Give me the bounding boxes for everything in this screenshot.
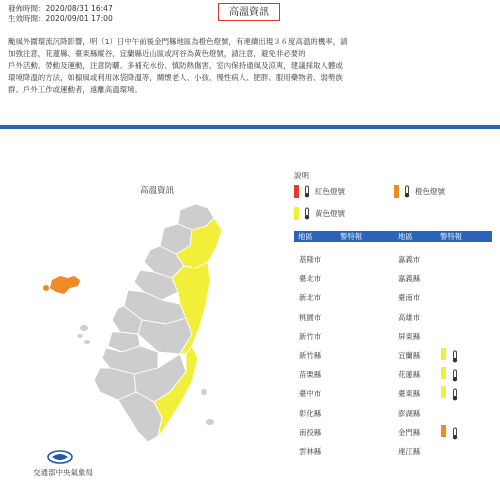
penghu-island-2	[78, 334, 83, 338]
thermometer-icon	[450, 367, 460, 386]
region-name-right-0: 嘉義市	[398, 255, 421, 264]
description-line-5: 群、戶外工作或運動者，遠離高溫環境。	[8, 85, 142, 94]
kinmen-islet	[43, 285, 49, 291]
region-name-left-10: 雲林縣	[299, 447, 322, 456]
legend-yellow-label: 黃色燈號	[315, 209, 345, 218]
region-name-left-4: 新竹市	[299, 331, 322, 341]
thermometer-icon	[450, 425, 460, 444]
region-name-right-10: 連江縣	[398, 447, 421, 456]
legend	[294, 170, 492, 230]
region-name-left-3: 桃園市	[299, 312, 322, 322]
penghu-island-3	[84, 340, 90, 344]
header-warning-left: 警特報	[340, 232, 363, 241]
region-name-right-7: 臺東縣	[398, 389, 421, 399]
map-title: 高溫資訊	[140, 186, 175, 196]
kinmen-island	[50, 276, 80, 294]
description-line-1: 颱風外圍環流沉降影響，明（1）日中午前後金門縣地區為橙色燈號，有連續出現３６度高溫的機率，請	[8, 37, 348, 46]
thermometer-icon	[302, 185, 312, 198]
region-name-left-5: 新竹縣	[299, 351, 322, 360]
warning-swatch-yellow	[441, 348, 446, 360]
region-name-right-5: 宜蘭縣	[398, 351, 421, 360]
header-warning-right: 警特報	[440, 232, 463, 241]
region-name-left-8: 彰化縣	[299, 408, 322, 418]
warning-swatch-yellow	[441, 386, 446, 398]
table-header	[294, 231, 492, 242]
region-name-right-8: 澎湖縣	[398, 408, 421, 418]
region-name-right-2: 臺南市	[398, 293, 421, 303]
meta-info	[8, 4, 113, 24]
agency-logo	[46, 450, 74, 464]
region-name-right-6: 花蓮縣	[398, 370, 421, 380]
legend-orange-label: 橙色燈號	[415, 187, 445, 196]
region-name-left-6: 苗栗縣	[299, 370, 322, 380]
agency-name: 交通部中央氣象局	[33, 468, 93, 477]
description-line-2: 加強注意，花蓮縣、臺東縣縱谷，宜蘭縣近山區或河谷為黃色燈號，請注意，避免非必要的	[8, 49, 306, 58]
orchid-island	[206, 419, 214, 425]
legend-red-label: 紅色燈號	[315, 187, 345, 196]
red-swatch	[294, 185, 299, 198]
legend-item-yellow	[294, 207, 345, 220]
legend-item-orange	[394, 185, 445, 198]
legend-item-red	[294, 185, 345, 198]
description-line-4: 環境降溫的方法，如搧風或利用冰袋降溫等，關懷老人、小孩、慢性病人、肥胖、服用藥物者、弱勢族	[8, 73, 343, 82]
warning-swatch-orange	[441, 425, 446, 437]
description	[8, 36, 494, 96]
region-name-left-9: 南投縣	[299, 427, 322, 437]
issued-time: 發佈時間：2020/08/31 16:47	[8, 4, 113, 13]
description-line-3: 戶外活動、勞動及運動，注意防曬、多補充水份、慎防熱傷害，室內保持通風及涼爽，建議採取人體或	[8, 61, 343, 70]
thermometer-icon	[450, 348, 460, 367]
region-name-right-9: 金門縣	[398, 427, 421, 437]
region-name-left-2: 新北市	[299, 293, 322, 303]
header-region-left: 地區	[298, 232, 313, 241]
effective-time: 生效時間：2020/09/01 17:00	[8, 14, 113, 23]
green-island	[201, 389, 207, 395]
thermometer-icon	[450, 386, 460, 405]
thermometer-icon	[402, 185, 412, 198]
region-name-left-1: 臺北市	[299, 274, 322, 284]
separator-bar	[0, 125, 500, 129]
region-name-right-1: 嘉義縣	[398, 274, 421, 284]
region-name-right-3: 高雄市	[398, 312, 421, 322]
yellow-swatch	[294, 207, 299, 220]
region-name-left-0: 基隆市	[299, 255, 322, 264]
taiwan-map	[30, 196, 240, 446]
page-title: 高溫資訊	[218, 3, 280, 21]
legend-title: 說明	[294, 171, 309, 180]
orange-swatch	[394, 185, 399, 198]
warning-swatch-yellow	[441, 367, 446, 379]
region-name-right-4: 屏東縣	[398, 331, 421, 341]
header-region-right: 地區	[398, 232, 413, 241]
region-name-left-7: 臺中市	[299, 389, 322, 399]
thermometer-icon	[302, 207, 312, 220]
penghu-island-1	[80, 325, 88, 331]
